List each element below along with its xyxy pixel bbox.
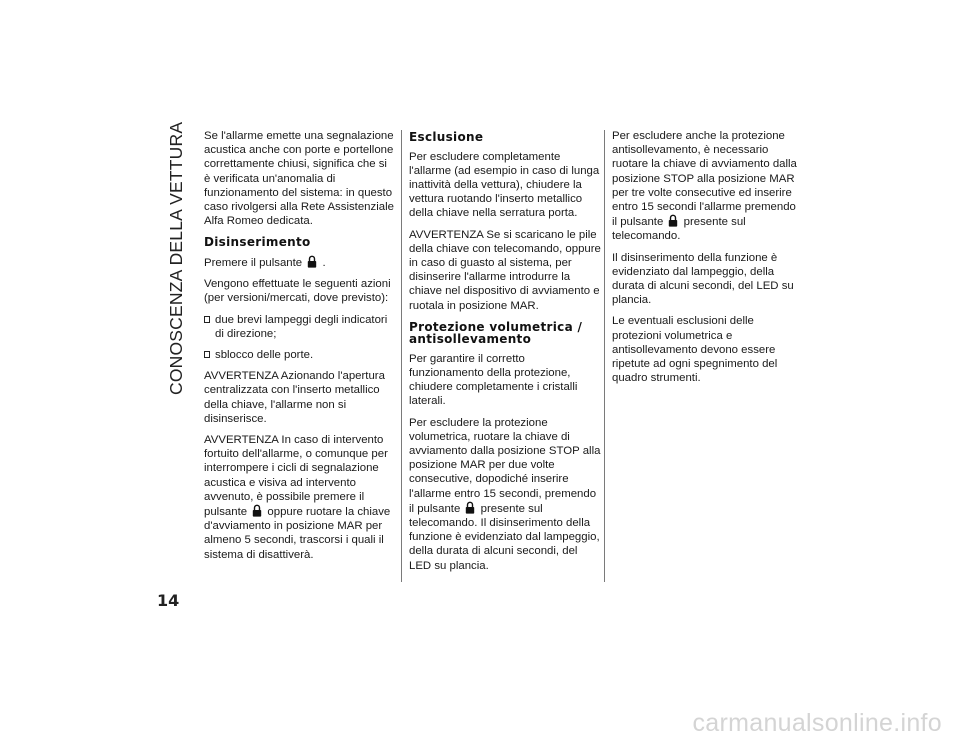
paragraph: AVVERTENZA Azionando l'apertura centralizzata con l'inserto metallico della chiave, l'allarme non si disinserisce.: [204, 370, 385, 425]
padlock-icon: [307, 255, 317, 268]
checkbox-bullet-icon: [204, 351, 210, 358]
paragraph: Per garantire il corretto funzionamento della protezione, chiudere completamente i cristalli laterali.: [409, 352, 578, 408]
heading-disinserimento: Disinserimento: [204, 235, 311, 250]
padlock-icon: [465, 501, 475, 514]
column-1: [204, 129, 396, 569]
column-2: [409, 129, 601, 580]
paragraph: Vengono effettuate le seguenti azioni (per versioni/mercati, dove previsto):: [204, 278, 391, 305]
page-number: 14: [157, 591, 180, 610]
paragraph: AVVERTENZA Se si scaricano le pile della chiave con telecomando, oppure in caso di guasto al sistema, per disinserire l'allarme introdurre la chiave nel dispositivo di avviamento e ruotala in posizione MAR.: [409, 228, 601, 312]
paragraph: Premere il pulsante .: [204, 256, 326, 269]
heading-esclusione: Esclusione: [409, 130, 484, 144]
paragraph: Per escludere anche la protezione antisollevamento, è necessario ruotare la chiave di avviamento dalla posizione STOP alla posizione MAR per tre volte consecutive ed inserire entro 15 secondi l'allarme premendo il pulsante presente sul telecomando.: [612, 130, 797, 243]
list-item: due brevi lampeggi degli indicatori di direzione;: [204, 313, 396, 341]
paragraph: AVVERTENZA In caso di intervento fortuito dell'allarme, o comunque per interrompere i cicli di segnalazione acustica e visiva ad intervento avvenuto, è possibile premere il pulsante oppure ruotare la chiave d'avviamento in posizione MAR per almeno 5 secondi, trascorsi i quali il sistema di disattiverà.: [204, 433, 391, 561]
column-divider-1: [401, 130, 402, 582]
list-item: sblocco delle porte.: [204, 348, 396, 362]
paragraph: Per escludere completamente l'allarme (ad esempio in caso di lunga inattività della vettura), chiudere la vettura ruotando l'inserto metallico della chiave nella serratura porta.: [409, 150, 600, 220]
paragraph: Per escludere la protezione volumetrica, ruotare la chiave di avviamento dalla posizione STOP alla posizione MAR per due volte consecutive, dopodiché inserire l'allarme entro 15 secondi, premendo il pulsante presente sul telecomando. Il disinserimento della funzione è evidenziato dal lampeggio, della durata di alcuni secondi, del LED su plancia.: [409, 416, 601, 572]
checkbox-bullet-icon: [204, 316, 210, 323]
section-title-vertical: CONOSCENZA DELLA VETTURA: [166, 121, 186, 395]
column-divider-2: [604, 130, 605, 582]
watermark: carmanualsonline.info: [692, 709, 942, 737]
column-3: [612, 129, 804, 392]
paragraph: Le eventuali esclusioni delle protezioni volumetrica e antisollevamento devono essere ripetute ad ogni spegnimento del quadro strumenti.: [612, 315, 778, 385]
paragraph: Il disinserimento della funzione è evidenziato dal lampeggio, della durata di alcuni secondi, del LED su plancia.: [612, 251, 794, 307]
padlock-icon: [668, 214, 678, 227]
padlock-icon: [252, 504, 262, 517]
paragraph: Se l'allarme emette una segnalazione acustica anche con porte e portellone correttamente chiusi, significa che si è verificata un'anomalia di funzionamento del sistema: in questo caso rivolgersi alla Rete Assistenziale Alfa Romeo dedicata.: [204, 130, 394, 228]
heading-protezione-volumetrica: Protezione volumetrica / antisollevamento: [409, 319, 583, 347]
